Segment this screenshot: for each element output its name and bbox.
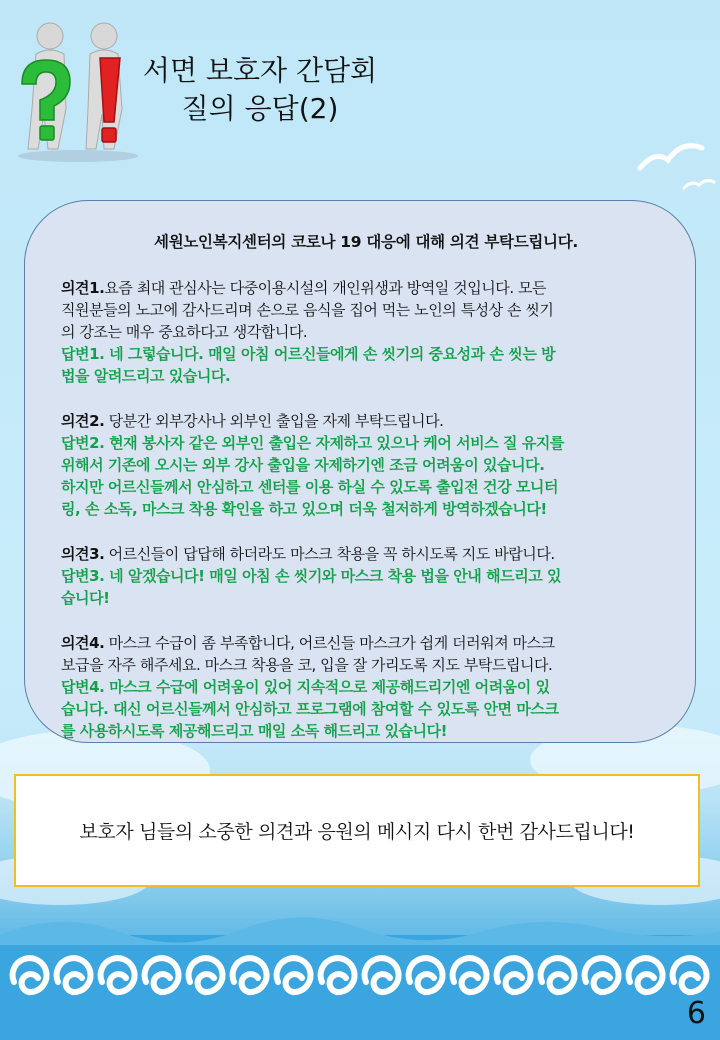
page-number: 6: [686, 996, 706, 1031]
qa-heading: 세원노인복지센터의 코로나 19 대응에 대해 의견 부탁드립니다.: [154, 233, 578, 251]
answer-2: [61, 432, 671, 520]
thanks-message: 보호자 님들의 소중한 의견과 응원의 메시지 다시 한번 감사드립니다!: [79, 821, 635, 843]
question-label: 의견3.: [61, 545, 105, 563]
question-line: 마스크 수급이 좀 부족합니다, 어르신들 마스크가 쉽게 더러워져 마스크: [104, 634, 555, 652]
qa-item-2: [61, 410, 671, 520]
question-line: 어르신들이 답답해 하더라도 마스크 착용을 꼭 하시도록 지도 바랍니다.: [104, 545, 555, 563]
answer-line: 위해서 기존에 오시는 외부 강사 출입을 자제하기엔 조금 어려움이 있습니다.: [61, 456, 545, 474]
question-line: 요즘 최대 관심사는 다중이용시설의 개인위생과 방역일 것입니다. 모든: [104, 279, 547, 297]
question-exclamation-figures-illustration: [8, 14, 148, 164]
qa-item-1: [61, 277, 671, 387]
answer-line: 습니다!: [61, 589, 110, 607]
answer-line: 를 사용하시도록 제공해드리고 매일 소독 해드리고 있습니다!: [61, 722, 448, 740]
answer-line: 답변1. 네 그렇습니다. 매일 아침 어르신들에게 손 씻기의 중요성과 손 씻는 방: [61, 345, 556, 363]
answer-3: [61, 565, 671, 609]
thanks-message-box: [14, 774, 700, 887]
question-2: [61, 410, 671, 432]
question-line: 당분간 외부강사나 외부인 출입을 자제 부탁드립니다.: [104, 412, 444, 430]
question-4: [61, 632, 671, 676]
answer-line: 답변3. 네 알겠습니다! 매일 아침 손 씻기와 마스크 착용 법을 안내 해드리고 있: [61, 567, 562, 585]
answer-line: 습니다. 대신 어르신들께서 안심하고 프로그램에 참여할 수 있도록 안면 마스크: [61, 700, 559, 718]
title-line-1: 서면 보호자 간담회: [142, 54, 378, 87]
qa-panel: [24, 200, 696, 743]
page-title: [130, 52, 390, 128]
seagull-icon: [684, 181, 714, 188]
question-line: 의 강조는 매우 중요하다고 생각합니다.: [61, 323, 308, 341]
answer-1: [61, 343, 671, 387]
question-label: 의견1.: [61, 279, 105, 297]
question-1: [61, 277, 671, 343]
title-line-2: 질의 응답(2): [181, 92, 339, 125]
qa-item-3: [61, 543, 671, 609]
qa-item-4: [61, 632, 671, 742]
answer-line: 링, 손 소독, 마스크 착용 확인을 하고 있으며 더욱 철저하게 방역하겠습니다!: [61, 500, 547, 518]
answer-line: 답변2. 현재 봉사자 같은 외부인 출입은 자제하고 있으나 케어 서비스 질 유지를: [61, 434, 564, 452]
question-3: [61, 543, 671, 565]
question-line: 보급을 자주 해주세요. 마스크 착용을 코, 입을 잘 가리도록 지도 부탁드립니다.: [61, 656, 553, 674]
seagull-icon: [640, 146, 702, 168]
answer-4: [61, 676, 671, 742]
answer-line: 법을 알려드리고 있습니다.: [61, 367, 231, 385]
question-line: 직원분들의 노고에 감사드리며 손으로 음식을 집어 먹는 노인의 특성상 손 씻기: [61, 301, 554, 319]
question-label: 의견4.: [61, 634, 105, 652]
answer-line: 답변4. 마스크 수급에 어려움이 있어 지속적으로 제공해드리기엔 어려움이 있: [61, 678, 550, 696]
question-label: 의견2.: [61, 412, 105, 430]
answer-line: 하지만 어르신들께서 안심하고 센터를 이용 하실 수 있도록 출입전 건강 모니터: [61, 478, 559, 496]
